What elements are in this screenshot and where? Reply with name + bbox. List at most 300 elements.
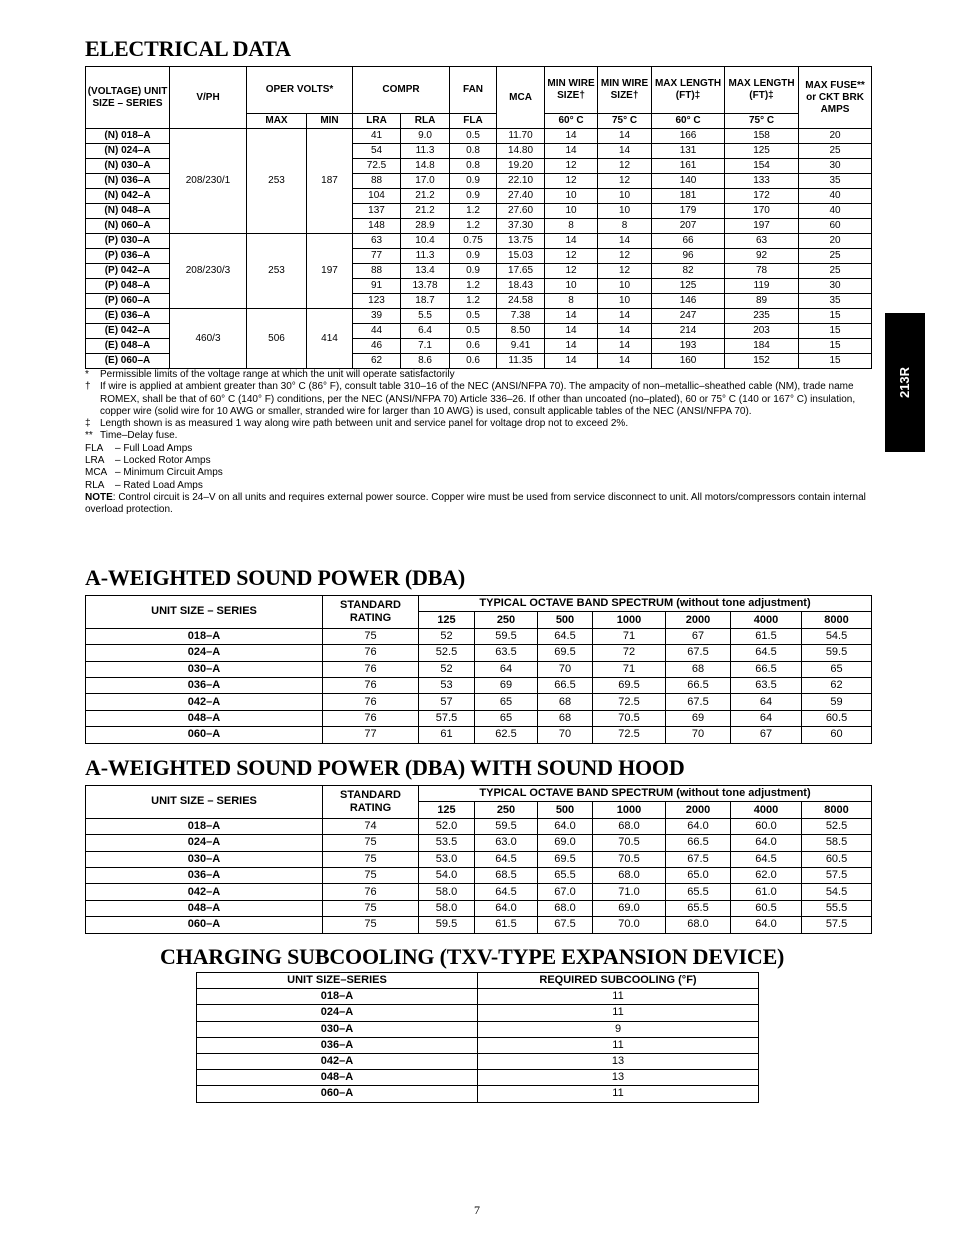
sound-hood-table — [85, 785, 872, 934]
electrical-value-cell: 10 — [545, 204, 598, 219]
electrical-value-cell: 0.75 — [450, 234, 497, 249]
electrical-value-cell: 152 — [725, 354, 799, 369]
subcooling-value-cell: 9 — [478, 1021, 759, 1037]
electrical-value-cell: 13.75 — [497, 234, 545, 249]
electrical-value-cell: 123 — [353, 294, 401, 309]
unit-size-cell: 036–A — [86, 677, 323, 693]
electrical-value-cell: 158 — [725, 129, 799, 144]
electrical-value-cell: 10 — [545, 279, 598, 294]
unit-size-cell: (N) 048–A — [86, 204, 170, 219]
octave-value-cell: 54.0 — [419, 867, 475, 883]
standard-rating-cell: 75 — [323, 867, 419, 883]
header-max: MAX — [247, 114, 307, 129]
abbreviation-definition: – Full Load Amps — [115, 442, 193, 454]
unit-size-cell: 060–A — [197, 1086, 478, 1102]
electrical-value-cell: 0.8 — [450, 144, 497, 159]
octave-value-cell: 54.5 — [802, 628, 872, 644]
electrical-value-cell: 181 — [652, 189, 725, 204]
octave-value-cell: 67.5 — [538, 917, 593, 933]
octave-value-cell: 52.0 — [419, 818, 475, 834]
sound-row — [86, 645, 872, 661]
electrical-value-cell: 125 — [652, 279, 725, 294]
electrical-value-cell: 13.78 — [401, 279, 450, 294]
sound-row — [86, 677, 872, 693]
octave-value-cell: 71.0 — [593, 884, 666, 900]
octave-value-cell: 70.0 — [593, 917, 666, 933]
electrical-value-cell: 10 — [598, 294, 652, 309]
electrical-value-cell: 11.35 — [497, 354, 545, 369]
electrical-row — [86, 309, 872, 324]
octave-value-cell: 68 — [538, 694, 593, 710]
unit-size-cell: 030–A — [86, 851, 323, 867]
electrical-value-cell: 14 — [545, 234, 598, 249]
unit-size-cell: 030–A — [86, 661, 323, 677]
electrical-value-cell: 0.8 — [450, 159, 497, 174]
octave-value-cell: 65.5 — [538, 867, 593, 883]
electrical-value-cell: 12 — [545, 159, 598, 174]
header-75c: 75° C — [598, 114, 652, 129]
electrical-value-cell: 0.5 — [450, 129, 497, 144]
octave-value-cell: 59.5 — [419, 917, 475, 933]
header-max-length-75: MAX LENGTH (FT)‡ — [725, 67, 799, 114]
octave-value-cell: 58.0 — [419, 900, 475, 916]
octave-value-cell: 61 — [419, 727, 475, 743]
octave-band-header: 2000 — [666, 802, 731, 818]
electrical-value-cell: 8 — [545, 294, 598, 309]
unit-size-cell: (N) 036–A — [86, 174, 170, 189]
subcooling-value-cell: 13 — [478, 1070, 759, 1086]
unit-size-cell: 018–A — [197, 989, 478, 1005]
unit-size-cell: (N) 024–A — [86, 144, 170, 159]
electrical-value-cell: 160 — [652, 354, 725, 369]
unit-size-cell: 048–A — [86, 710, 323, 726]
electrical-value-cell: 63 — [353, 234, 401, 249]
subcooling-value-cell: 11 — [478, 1086, 759, 1102]
electrical-value-cell: 166 — [652, 129, 725, 144]
octave-value-cell: 64.0 — [731, 917, 802, 933]
footnote — [85, 381, 870, 418]
hood-header-spectrum: TYPICAL OCTAVE BAND SPECTRUM (without tone adjustment) — [419, 786, 872, 802]
header-compr: COMPR — [353, 67, 450, 114]
unit-size-cell: 024–A — [197, 1005, 478, 1021]
footnote-text: Length shown is as measured 1 way along wire path between unit and service panel for voltage drop not to exceed 2%. — [100, 418, 629, 430]
unit-size-cell: 060–A — [86, 727, 323, 743]
electrical-value-cell: 72.5 — [353, 159, 401, 174]
octave-value-cell: 60 — [802, 727, 872, 743]
octave-value-cell: 68.5 — [475, 867, 538, 883]
subcooling-title: CHARGING SUBCOOLING (TXV-TYPE EXPANSION DEVICE) — [160, 944, 785, 969]
electrical-value-cell: 20 — [799, 129, 872, 144]
electrical-value-cell: 14 — [598, 324, 652, 339]
unit-size-cell: (P) 048–A — [86, 279, 170, 294]
header-fan: FAN — [450, 67, 497, 114]
electrical-value-cell: 10 — [545, 189, 598, 204]
electrical-value-cell: 35 — [799, 174, 872, 189]
octave-value-cell: 52.5 — [802, 818, 872, 834]
electrical-value-cell: 172 — [725, 189, 799, 204]
vph-cell: 208/230/3 — [170, 234, 247, 309]
sound-row — [86, 727, 872, 743]
octave-value-cell: 70.5 — [593, 851, 666, 867]
electrical-value-cell: 8.50 — [497, 324, 545, 339]
octave-value-cell: 64 — [731, 710, 802, 726]
section-side-tab — [885, 313, 925, 452]
electrical-value-cell: 197 — [725, 219, 799, 234]
standard-rating-cell: 76 — [323, 661, 419, 677]
electrical-value-cell: 21.2 — [401, 204, 450, 219]
electrical-value-cell: 203 — [725, 324, 799, 339]
octave-value-cell: 71 — [593, 628, 666, 644]
header-max-fuse: MAX FUSE** or CKT BRK AMPS — [799, 67, 872, 129]
note-label: NOTE — [85, 491, 113, 503]
octave-value-cell: 62.5 — [475, 727, 538, 743]
footnote-text: If wire is applied at ambient greater than 30° C (86° F), consult table 310–16 of the NEC (ANSI/NFPA 70). The ampacity of non–metallic–sheathed cable (NM), trade name ROMEX, shall be that of 60° C (140° F) conditions, per the NEC (ANSI/NFPA 70) Article 336–26. If other than uncoated (no–plated), 60 or 75° C (140 or 167° C) insulation, copper wire (solid wire for 10 AWG or smaller, stranded wire for larger than 10 AWG) is used, consult applicable tables of the NEC (ANSI/NFPA 70). — [100, 381, 856, 417]
electrical-value-cell: 7.38 — [497, 309, 545, 324]
unit-size-cell: (E) 048–A — [86, 339, 170, 354]
octave-value-cell: 59.5 — [475, 818, 538, 834]
subcooling-table — [196, 972, 759, 1103]
min-volts-cell: 197 — [307, 234, 353, 309]
standard-rating-cell: 75 — [323, 917, 419, 933]
electrical-value-cell: 14 — [545, 309, 598, 324]
sound-header-unit-size: UNIT SIZE – SERIES — [86, 596, 323, 629]
electrical-value-cell: 96 — [652, 249, 725, 264]
unit-size-cell: (E) 036–A — [86, 309, 170, 324]
standard-rating-cell: 76 — [323, 710, 419, 726]
octave-value-cell: 64.0 — [666, 818, 731, 834]
octave-value-cell: 63.5 — [475, 645, 538, 661]
unit-size-cell: 018–A — [86, 818, 323, 834]
electrical-value-cell: 24.58 — [497, 294, 545, 309]
electrical-value-cell: 161 — [652, 159, 725, 174]
electrical-value-cell: 89 — [725, 294, 799, 309]
footnote — [85, 430, 870, 442]
footnote-mark: † — [85, 381, 91, 393]
electrical-value-cell: 12 — [598, 174, 652, 189]
electrical-value-cell: 104 — [353, 189, 401, 204]
sound-header-spectrum: TYPICAL OCTAVE BAND SPECTRUM (without tone adjustment) — [419, 596, 872, 612]
electrical-value-cell: 235 — [725, 309, 799, 324]
standard-rating-cell: 74 — [323, 818, 419, 834]
standard-rating-cell: 76 — [323, 677, 419, 693]
sound-row — [86, 694, 872, 710]
electrical-value-cell: 15.03 — [497, 249, 545, 264]
unit-size-cell: (E) 042–A — [86, 324, 170, 339]
standard-rating-cell: 75 — [323, 628, 419, 644]
electrical-value-cell: 15 — [799, 324, 872, 339]
max-volts-cell: 253 — [247, 234, 307, 309]
octave-value-cell: 70 — [538, 661, 593, 677]
unit-size-cell: 042–A — [197, 1053, 478, 1069]
electrical-value-cell: 0.9 — [450, 174, 497, 189]
hood-header-standard-rating: STANDARD RATING — [323, 786, 419, 819]
electrical-notes — [85, 369, 870, 517]
footnote-text: Permissible limits of the voltage range at which the unit will operate satisfactorily — [100, 369, 455, 380]
electrical-value-cell: 179 — [652, 204, 725, 219]
sound-row — [86, 917, 872, 933]
header-min-wire-75: MIN WIRE SIZE† — [598, 67, 652, 114]
octave-value-cell: 57.5 — [802, 917, 872, 933]
electrical-value-cell: 17.0 — [401, 174, 450, 189]
octave-value-cell: 69.5 — [593, 677, 666, 693]
header-fla: FLA — [450, 114, 497, 129]
max-volts-cell: 506 — [247, 309, 307, 369]
octave-value-cell: 58.0 — [419, 884, 475, 900]
octave-value-cell: 70 — [538, 727, 593, 743]
electrical-value-cell: 7.1 — [401, 339, 450, 354]
subcooling-value-cell: 11 — [478, 989, 759, 1005]
octave-band-header: 8000 — [802, 612, 872, 628]
sound-row — [86, 884, 872, 900]
unit-size-cell: (N) 030–A — [86, 159, 170, 174]
subcooling-value-cell: 11 — [478, 1005, 759, 1021]
unit-size-cell: 024–A — [86, 835, 323, 851]
electrical-row — [86, 129, 872, 144]
octave-band-header: 250 — [475, 612, 538, 628]
octave-value-cell: 62.0 — [731, 867, 802, 883]
octave-value-cell: 63.0 — [475, 835, 538, 851]
electrical-value-cell: 92 — [725, 249, 799, 264]
electrical-value-cell: 35 — [799, 294, 872, 309]
octave-band-header: 4000 — [731, 612, 802, 628]
electrical-value-cell: 0.6 — [450, 354, 497, 369]
electrical-value-cell: 1.2 — [450, 279, 497, 294]
octave-value-cell: 66.5 — [731, 661, 802, 677]
octave-value-cell: 63.5 — [731, 677, 802, 693]
electrical-value-cell: 25 — [799, 249, 872, 264]
electrical-value-cell: 13.4 — [401, 264, 450, 279]
octave-value-cell: 61.5 — [731, 628, 802, 644]
electrical-value-cell: 119 — [725, 279, 799, 294]
octave-value-cell: 65 — [802, 661, 872, 677]
electrical-value-cell: 12 — [545, 174, 598, 189]
electrical-value-cell: 140 — [652, 174, 725, 189]
unit-size-cell: 030–A — [197, 1021, 478, 1037]
electrical-value-cell: 62 — [353, 354, 401, 369]
unit-size-cell: 018–A — [86, 628, 323, 644]
electrical-value-cell: 6.4 — [401, 324, 450, 339]
electrical-value-cell: 148 — [353, 219, 401, 234]
octave-value-cell: 68 — [538, 710, 593, 726]
standard-rating-cell: 77 — [323, 727, 419, 743]
electrical-value-cell: 14 — [598, 234, 652, 249]
octave-value-cell: 69 — [666, 710, 731, 726]
header-vph: V/PH — [170, 67, 247, 129]
sound-row — [86, 628, 872, 644]
unit-size-cell: (N) 060–A — [86, 219, 170, 234]
header-max-length-60: MAX LENGTH (FT)‡ — [652, 67, 725, 114]
octave-value-cell: 54.5 — [802, 884, 872, 900]
subcooling-row — [197, 1086, 759, 1102]
electrical-value-cell: 14 — [598, 354, 652, 369]
electrical-data-title: ELECTRICAL DATA — [85, 36, 291, 61]
electrical-value-cell: 18.7 — [401, 294, 450, 309]
octave-value-cell: 67.5 — [666, 694, 731, 710]
unit-size-cell: (E) 060–A — [86, 354, 170, 369]
electrical-value-cell: 0.5 — [450, 309, 497, 324]
subcooling-row — [197, 1070, 759, 1086]
electrical-value-cell: 30 — [799, 279, 872, 294]
octave-value-cell: 69.0 — [538, 835, 593, 851]
octave-value-cell: 52 — [419, 661, 475, 677]
electrical-row — [86, 234, 872, 249]
abbreviation-term: MCA — [85, 467, 108, 479]
octave-value-cell: 60.5 — [802, 851, 872, 867]
octave-value-cell: 70.5 — [593, 710, 666, 726]
octave-value-cell: 70.5 — [593, 835, 666, 851]
standard-rating-cell: 76 — [323, 884, 419, 900]
electrical-value-cell: 77 — [353, 249, 401, 264]
electrical-value-cell: 0.5 — [450, 324, 497, 339]
electrical-value-cell: 21.2 — [401, 189, 450, 204]
electrical-value-cell: 44 — [353, 324, 401, 339]
abbreviation — [85, 467, 870, 479]
electrical-value-cell: 10 — [598, 189, 652, 204]
octave-value-cell: 64.5 — [731, 645, 802, 661]
sound-header-standard-rating: STANDARD RATING — [323, 596, 419, 629]
vph-cell: 208/230/1 — [170, 129, 247, 234]
standard-rating-cell: 76 — [323, 645, 419, 661]
unit-size-cell: (P) 060–A — [86, 294, 170, 309]
electrical-value-cell: 27.40 — [497, 189, 545, 204]
electrical-value-cell: 18.43 — [497, 279, 545, 294]
electrical-value-cell: 0.9 — [450, 264, 497, 279]
sound-row — [86, 835, 872, 851]
min-volts-cell: 414 — [307, 309, 353, 369]
octave-value-cell: 67 — [731, 727, 802, 743]
page-number: 7 — [474, 1203, 480, 1217]
subcooling-header-required: REQUIRED SUBCOOLING (°F) — [478, 973, 759, 989]
octave-value-cell: 64.0 — [475, 900, 538, 916]
electrical-value-cell: 14.80 — [497, 144, 545, 159]
abbreviation — [85, 443, 870, 455]
octave-value-cell: 57.5 — [419, 710, 475, 726]
electrical-value-cell: 39 — [353, 309, 401, 324]
octave-value-cell: 72 — [593, 645, 666, 661]
subcooling-row — [197, 1005, 759, 1021]
subcooling-value-cell: 11 — [478, 1037, 759, 1053]
electrical-value-cell: 28.9 — [401, 219, 450, 234]
octave-value-cell: 64.0 — [538, 818, 593, 834]
electrical-value-cell: 12 — [598, 159, 652, 174]
electrical-value-cell: 78 — [725, 264, 799, 279]
electrical-value-cell: 14 — [598, 144, 652, 159]
electrical-value-cell: 19.20 — [497, 159, 545, 174]
subcooling-row — [197, 1021, 759, 1037]
octave-value-cell: 53.0 — [419, 851, 475, 867]
electrical-value-cell: 82 — [652, 264, 725, 279]
abbreviation — [85, 455, 870, 467]
footnote — [85, 418, 870, 430]
octave-value-cell: 66.5 — [666, 835, 731, 851]
electrical-value-cell: 170 — [725, 204, 799, 219]
electrical-value-cell: 20 — [799, 234, 872, 249]
octave-value-cell: 59 — [802, 694, 872, 710]
hood-header-unit-size: UNIT SIZE – SERIES — [86, 786, 323, 819]
octave-value-cell: 61.5 — [475, 917, 538, 933]
electrical-value-cell: 1.2 — [450, 204, 497, 219]
standard-rating-cell: 75 — [323, 900, 419, 916]
electrical-value-cell: 40 — [799, 189, 872, 204]
electrical-value-cell: 0.9 — [450, 189, 497, 204]
octave-value-cell: 65 — [475, 710, 538, 726]
header-unit-size: (VOLTAGE) UNIT SIZE – SERIES — [86, 67, 170, 129]
octave-value-cell: 67 — [666, 628, 731, 644]
electrical-value-cell: 184 — [725, 339, 799, 354]
subcooling-row — [197, 1053, 759, 1069]
electrical-value-cell: 37.30 — [497, 219, 545, 234]
unit-size-cell: 042–A — [86, 884, 323, 900]
octave-value-cell: 55.5 — [802, 900, 872, 916]
octave-band-header: 2000 — [666, 612, 731, 628]
octave-value-cell: 64.0 — [731, 835, 802, 851]
octave-value-cell: 68 — [666, 661, 731, 677]
max-volts-cell: 253 — [247, 129, 307, 234]
octave-band-header: 1000 — [593, 802, 666, 818]
electrical-value-cell: 14 — [598, 129, 652, 144]
electrical-value-cell: 17.65 — [497, 264, 545, 279]
electrical-value-cell: 14 — [545, 354, 598, 369]
subcooling-header-unit-size: UNIT SIZE–SERIES — [197, 973, 478, 989]
electrical-value-cell: 40 — [799, 204, 872, 219]
octave-value-cell: 64 — [475, 661, 538, 677]
octave-band-header: 125 — [419, 612, 475, 628]
octave-value-cell: 69 — [475, 677, 538, 693]
octave-band-header: 8000 — [802, 802, 872, 818]
electrical-value-cell: 5.5 — [401, 309, 450, 324]
sound-row — [86, 900, 872, 916]
footnote-mark: ‡ — [85, 418, 91, 430]
sound-row — [86, 710, 872, 726]
octave-value-cell: 64.5 — [538, 628, 593, 644]
octave-band-header: 500 — [538, 612, 593, 628]
abbreviation-term: FLA — [85, 442, 104, 454]
electrical-value-cell: 14 — [545, 144, 598, 159]
electrical-value-cell: 125 — [725, 144, 799, 159]
abbreviation-term: LRA — [85, 455, 105, 467]
octave-band-header: 250 — [475, 802, 538, 818]
octave-value-cell: 61.0 — [731, 884, 802, 900]
octave-value-cell: 59.5 — [802, 645, 872, 661]
header-60c-length: 60° C — [652, 114, 725, 129]
octave-value-cell: 66.5 — [666, 677, 731, 693]
unit-size-cell: (N) 018–A — [86, 129, 170, 144]
octave-value-cell: 65.5 — [666, 900, 731, 916]
electrical-value-cell: 154 — [725, 159, 799, 174]
subcooling-row — [197, 989, 759, 1005]
octave-value-cell: 60.0 — [731, 818, 802, 834]
electrical-value-cell: 0.9 — [450, 249, 497, 264]
electrical-value-cell: 25 — [799, 264, 872, 279]
sound-row — [86, 818, 872, 834]
vph-cell: 460/3 — [170, 309, 247, 369]
electrical-value-cell: 11.3 — [401, 249, 450, 264]
octave-value-cell: 53.5 — [419, 835, 475, 851]
unit-size-cell: (P) 042–A — [86, 264, 170, 279]
octave-band-header: 125 — [419, 802, 475, 818]
abbreviation-term: RLA — [85, 479, 105, 491]
electrical-value-cell: 14 — [598, 309, 652, 324]
electrical-value-cell: 12 — [545, 249, 598, 264]
electrical-value-cell: 1.2 — [450, 219, 497, 234]
octave-value-cell: 60.5 — [802, 710, 872, 726]
electrical-value-cell: 14 — [545, 129, 598, 144]
octave-value-cell: 66.5 — [538, 677, 593, 693]
unit-size-cell: 048–A — [197, 1070, 478, 1086]
abbreviation-definition: – Rated Load Amps — [115, 479, 203, 491]
octave-value-cell: 72.5 — [593, 694, 666, 710]
unit-size-cell: 024–A — [86, 645, 323, 661]
